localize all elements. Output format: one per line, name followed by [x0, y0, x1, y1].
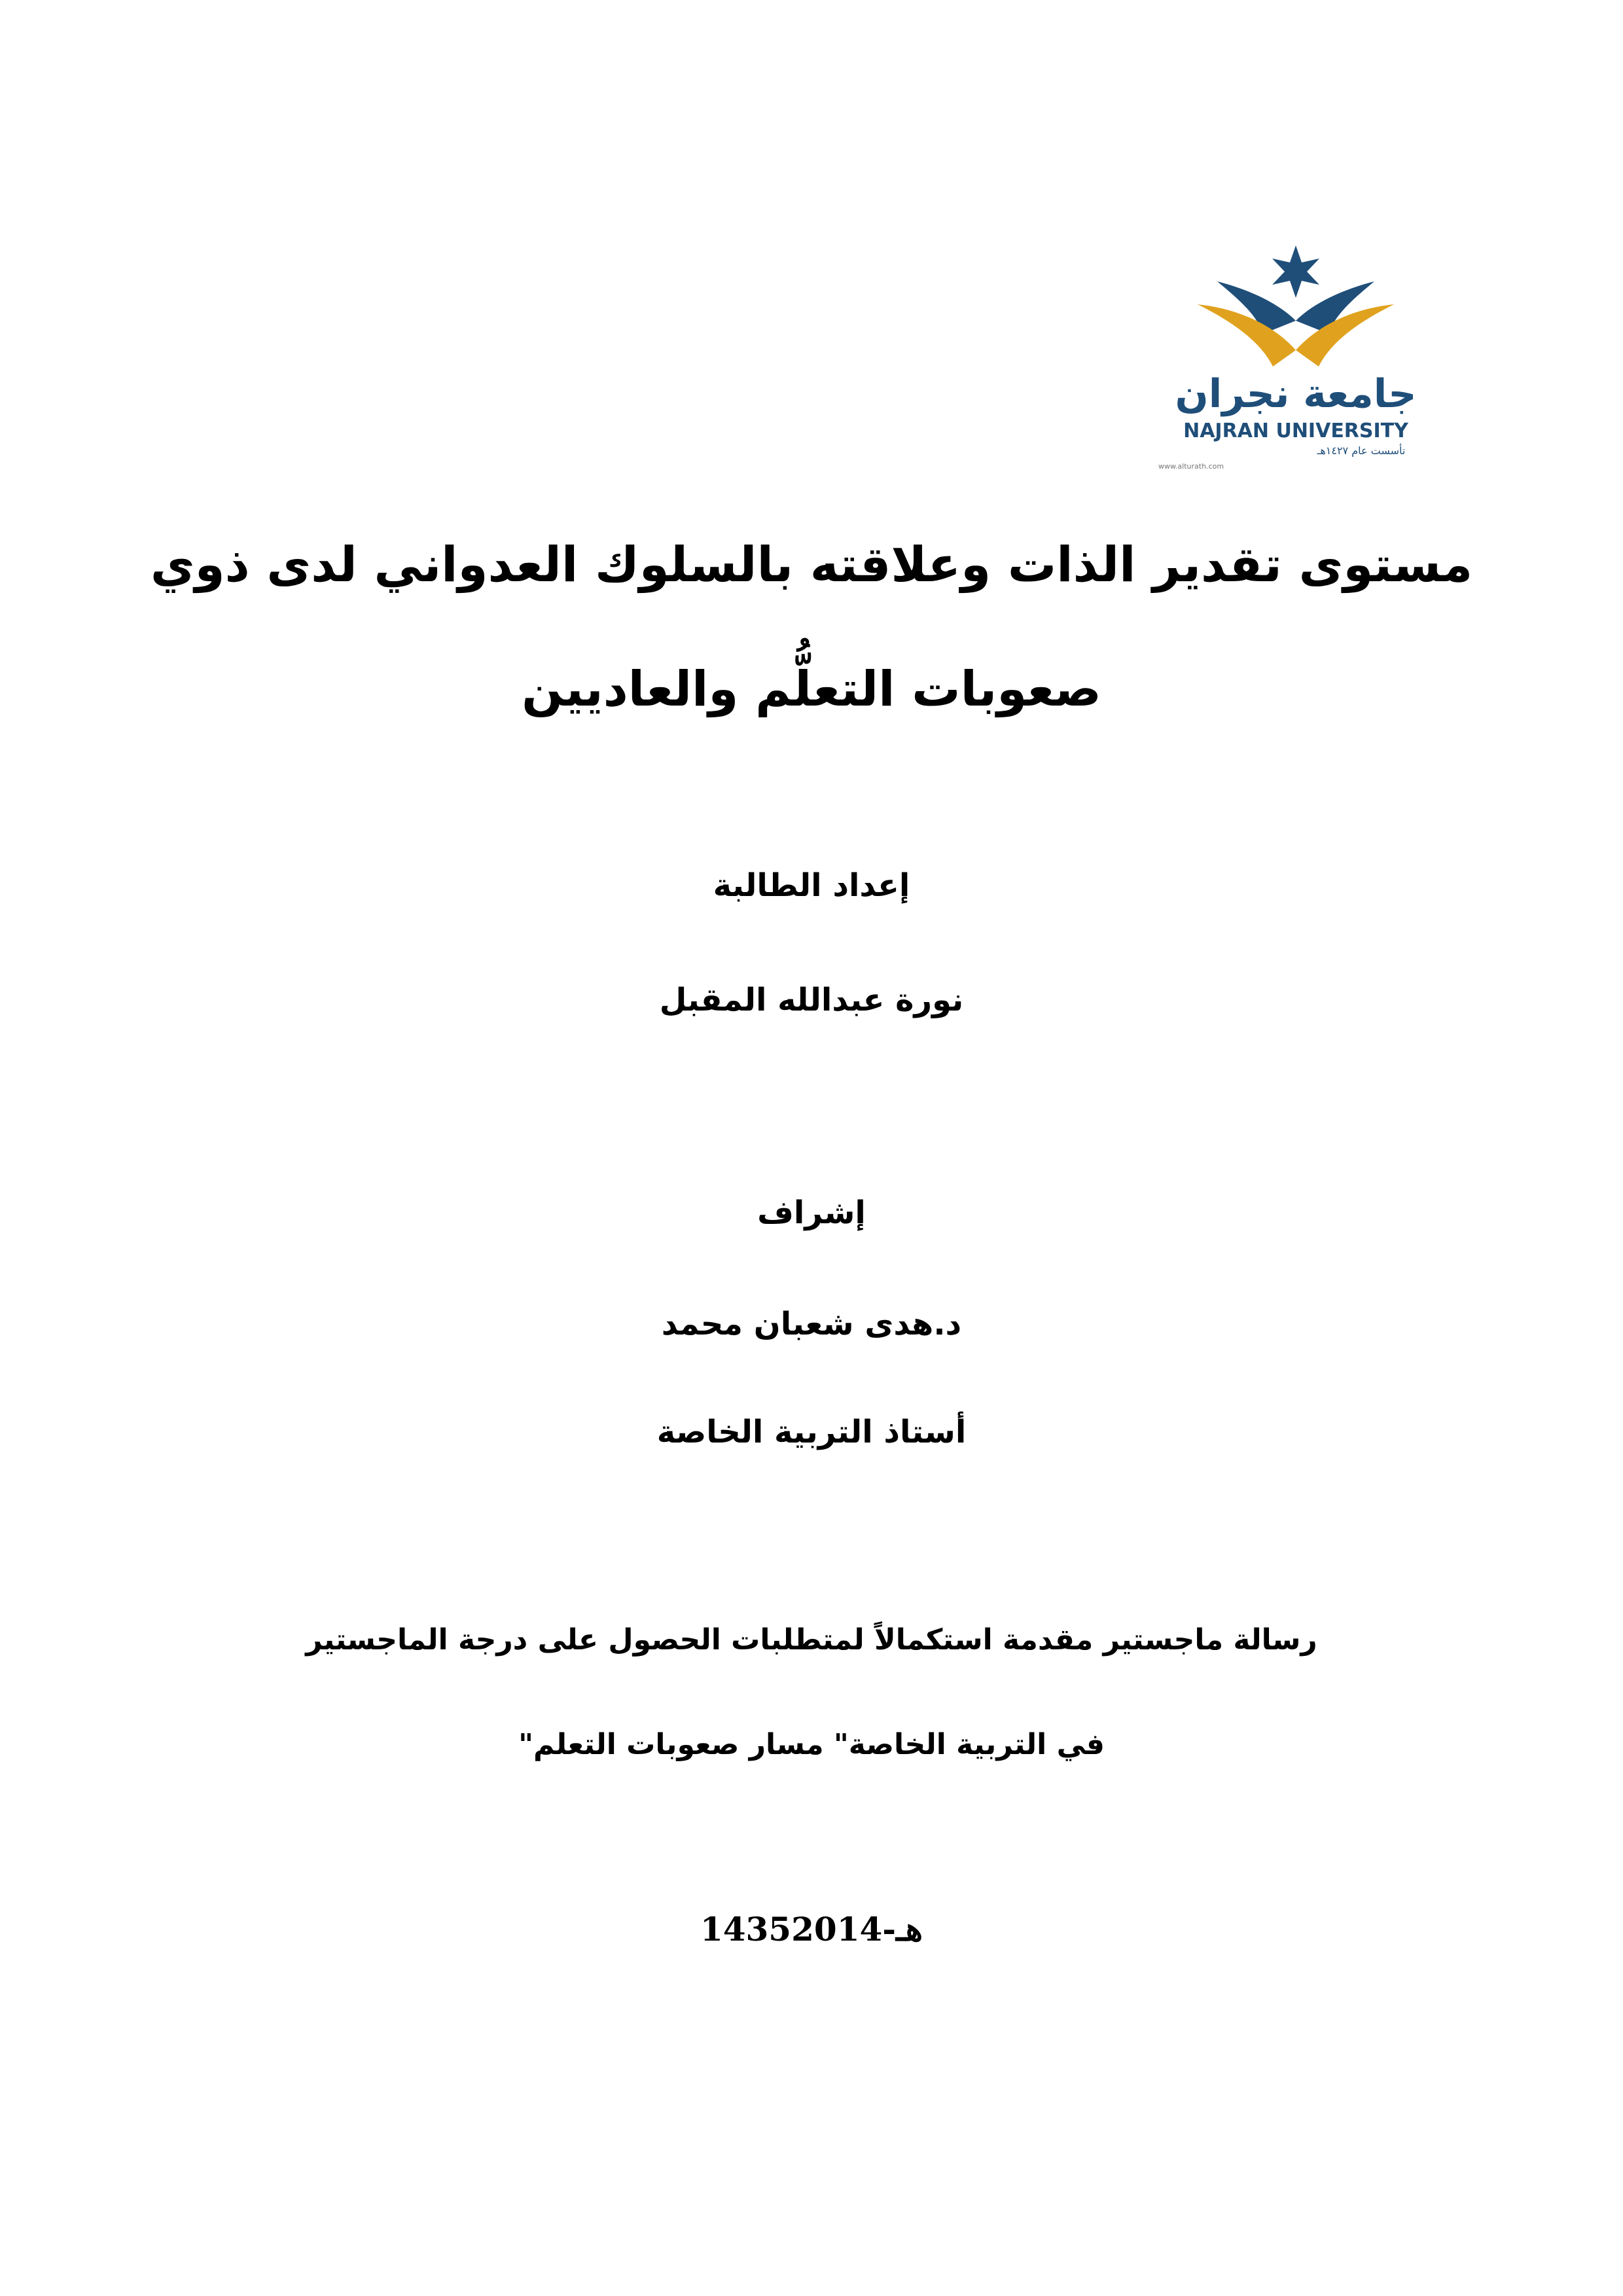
thesis-date: 1435هـ-2014	[700, 1910, 923, 1948]
thesis-statement-line-2: في التربية الخاصة" مسار صعوبات التعلم"	[518, 1728, 1105, 1761]
thesis-statement-line-1: رسالة ماجستير مقدمة استكمالاً لمتطلبات الحصول على درجة الماجستير	[306, 1623, 1317, 1657]
student-label: إعداد الطالبة	[713, 867, 910, 904]
student-name: نورة عبدالله المقبل	[659, 982, 964, 1018]
supervisor-name: د.هدى شعبان محمد	[661, 1306, 962, 1342]
thesis-title-line-2: صعوبات التعلُّم والعاديين	[522, 661, 1101, 717]
logo-english-name: NAJRAN UNIVERSITY	[1183, 420, 1408, 442]
logo-founded-text: تأسست عام ١٤٢٧هـ	[1317, 444, 1406, 457]
supervision-label: إشراف	[757, 1194, 866, 1231]
thesis-title-line-1: مستوى تقدير الذات وعلاقته بالسلوك العدواني لدى ذوي	[150, 537, 1473, 593]
najran-university-logo	[1158, 236, 1427, 471]
logo-arabic-name: جامعة نجران	[1175, 371, 1417, 417]
logo-website-text: www.alturath.com	[1158, 462, 1224, 471]
supervisor-position: أستاذ التربية الخاصة	[656, 1414, 967, 1450]
